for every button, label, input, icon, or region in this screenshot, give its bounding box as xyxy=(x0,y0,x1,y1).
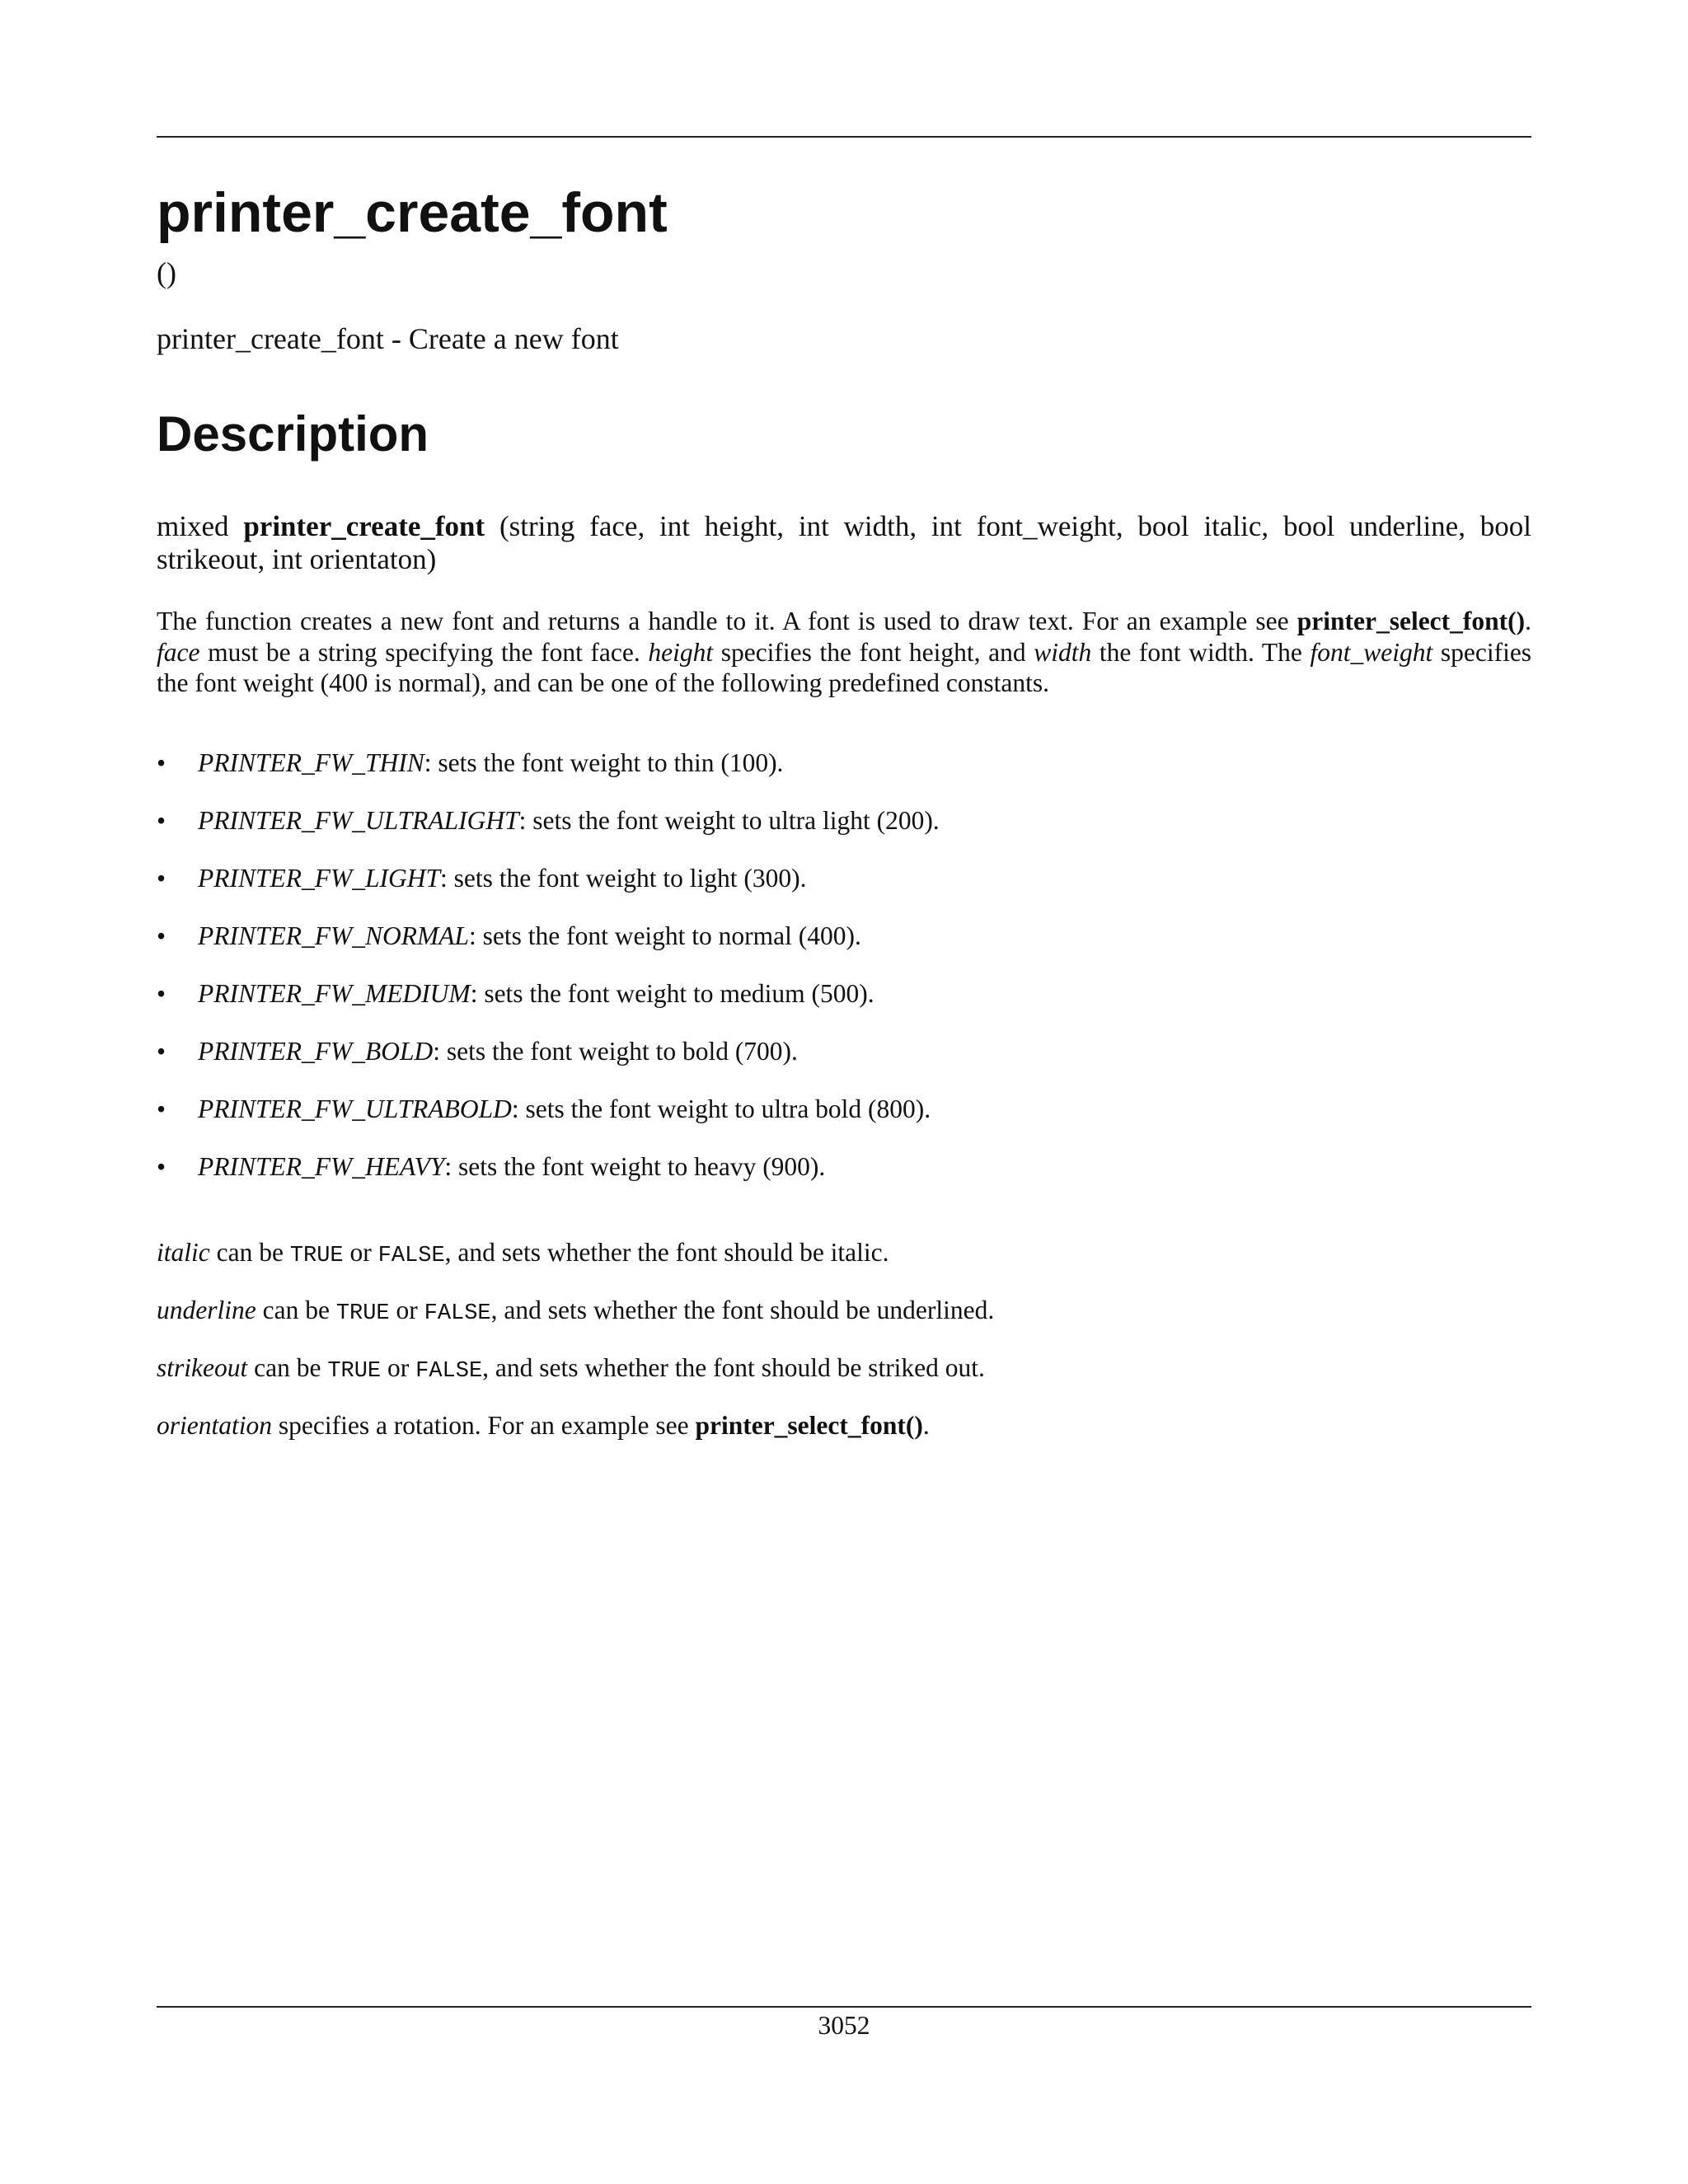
constant-name: PRINTER_FW_HEAVY xyxy=(198,1152,445,1181)
top-rule xyxy=(157,136,1531,138)
bullet-icon: • xyxy=(157,748,166,777)
constant-name: PRINTER_FW_LIGHT xyxy=(198,864,440,893)
line-text: can be xyxy=(216,1238,284,1267)
line-text: or xyxy=(387,1353,410,1382)
italic-param-line xyxy=(157,1236,889,1272)
param-italic: italic xyxy=(157,1238,210,1267)
function-parens: () xyxy=(157,256,176,289)
constant-desc: : sets the font weight to ultra bold (800). xyxy=(511,1094,931,1123)
bullet-icon: • xyxy=(157,1152,166,1181)
bullet-icon: • xyxy=(157,1037,166,1066)
false-literal: FALSE xyxy=(377,1244,445,1268)
true-literal: TRUE xyxy=(327,1359,382,1384)
param-width: width xyxy=(1034,637,1092,667)
constant-name: PRINTER_FW_NORMAL xyxy=(198,921,469,950)
printer-select-font-link[interactable]: printer_select_font() xyxy=(1296,607,1526,635)
description-heading: Description xyxy=(157,406,429,462)
list-item xyxy=(157,747,1531,804)
list-item xyxy=(157,1151,1531,1208)
line-text: , and sets whether the font should be italic. xyxy=(444,1238,889,1267)
param-underline: underline xyxy=(157,1296,256,1324)
line-text: or xyxy=(396,1296,418,1324)
para-text: specifies the font weight (400 is normal), and can be one of the following predefined constants. xyxy=(157,637,1532,697)
bullet-icon: • xyxy=(157,1094,166,1123)
constant-name: PRINTER_FW_ULTRABOLD xyxy=(198,1094,512,1123)
constant-desc: : sets the font weight to heavy (900). xyxy=(444,1152,826,1181)
bullet-icon: • xyxy=(157,979,166,1008)
return-type: mixed xyxy=(157,510,229,542)
param-height: height xyxy=(648,637,714,667)
constant-desc: : sets the font weight to normal (400). xyxy=(468,921,861,950)
constant-desc: : sets the font weight to bold (700). xyxy=(433,1037,798,1066)
strikeout-param-line xyxy=(157,1352,985,1388)
font-weight-constants-list xyxy=(157,747,1531,1208)
printer-select-font-link[interactable]: printer_select_font() xyxy=(695,1411,923,1440)
function-synopsis xyxy=(157,510,1531,576)
constant-desc: : sets the font weight to thin (100). xyxy=(424,748,784,777)
constant-desc: : sets the font weight to light (300). xyxy=(440,864,807,893)
list-item xyxy=(157,1035,1531,1093)
line-text: , and sets whether the font should be underlined. xyxy=(490,1296,995,1324)
ref-purpose: printer_create_font - Create a new font xyxy=(157,322,619,355)
line-text: can be xyxy=(262,1296,330,1324)
para-text: The function creates a new font and returns a handle to it. A font is used to draw text. For an example see xyxy=(157,607,1289,635)
constant-name: PRINTER_FW_THIN xyxy=(198,748,424,777)
param-orientation: orientation xyxy=(157,1411,272,1440)
function-params: (string face, int height, int width, int font_weight, bool italic, bool underline, bool strikeout, int orientaton) xyxy=(157,510,1532,575)
false-literal: FALSE xyxy=(424,1301,491,1326)
para-text: the font width. The xyxy=(1099,637,1302,667)
line-text: or xyxy=(349,1238,372,1267)
constant-desc: : sets the font weight to ultra light (200). xyxy=(518,806,940,835)
true-literal: TRUE xyxy=(289,1244,344,1268)
param-font-weight: font_weight xyxy=(1310,637,1433,667)
list-item xyxy=(157,977,1531,1035)
bullet-icon: • xyxy=(157,806,166,835)
true-literal: TRUE xyxy=(335,1301,390,1326)
false-literal: FALSE xyxy=(415,1359,483,1384)
page-number: 3052 xyxy=(818,2011,870,2040)
para-text: . xyxy=(1525,607,1532,635)
constant-desc: : sets the font weight to medium (500). xyxy=(470,979,874,1008)
para-text: must be a string specifying the font face. xyxy=(208,637,640,667)
constant-name: PRINTER_FW_BOLD xyxy=(198,1037,434,1066)
list-item xyxy=(157,804,1531,862)
underline-param-line xyxy=(157,1294,994,1330)
list-item xyxy=(157,1093,1531,1151)
bullet-icon: • xyxy=(157,864,166,893)
bottom-rule xyxy=(157,2006,1531,2008)
orientation-param-line xyxy=(157,1409,930,1442)
param-strikeout: strikeout xyxy=(157,1353,248,1382)
bullet-icon: • xyxy=(157,921,166,950)
para-text: specifies the font height, and xyxy=(720,637,1026,667)
line-text: can be xyxy=(254,1353,321,1382)
constant-name: PRINTER_FW_MEDIUM xyxy=(198,979,471,1008)
line-text: , and sets whether the font should be striked out. xyxy=(482,1353,985,1382)
param-face: face xyxy=(157,637,200,667)
list-item xyxy=(157,920,1531,977)
page-title: printer_create_font xyxy=(157,181,668,244)
description-paragraph xyxy=(157,606,1531,699)
function-name: printer_create_font xyxy=(243,510,485,542)
line-text: specifies a rotation. For an example see xyxy=(278,1411,689,1440)
constant-name: PRINTER_FW_ULTRALIGHT xyxy=(198,806,519,835)
list-item xyxy=(157,862,1531,920)
line-text: . xyxy=(922,1411,930,1440)
